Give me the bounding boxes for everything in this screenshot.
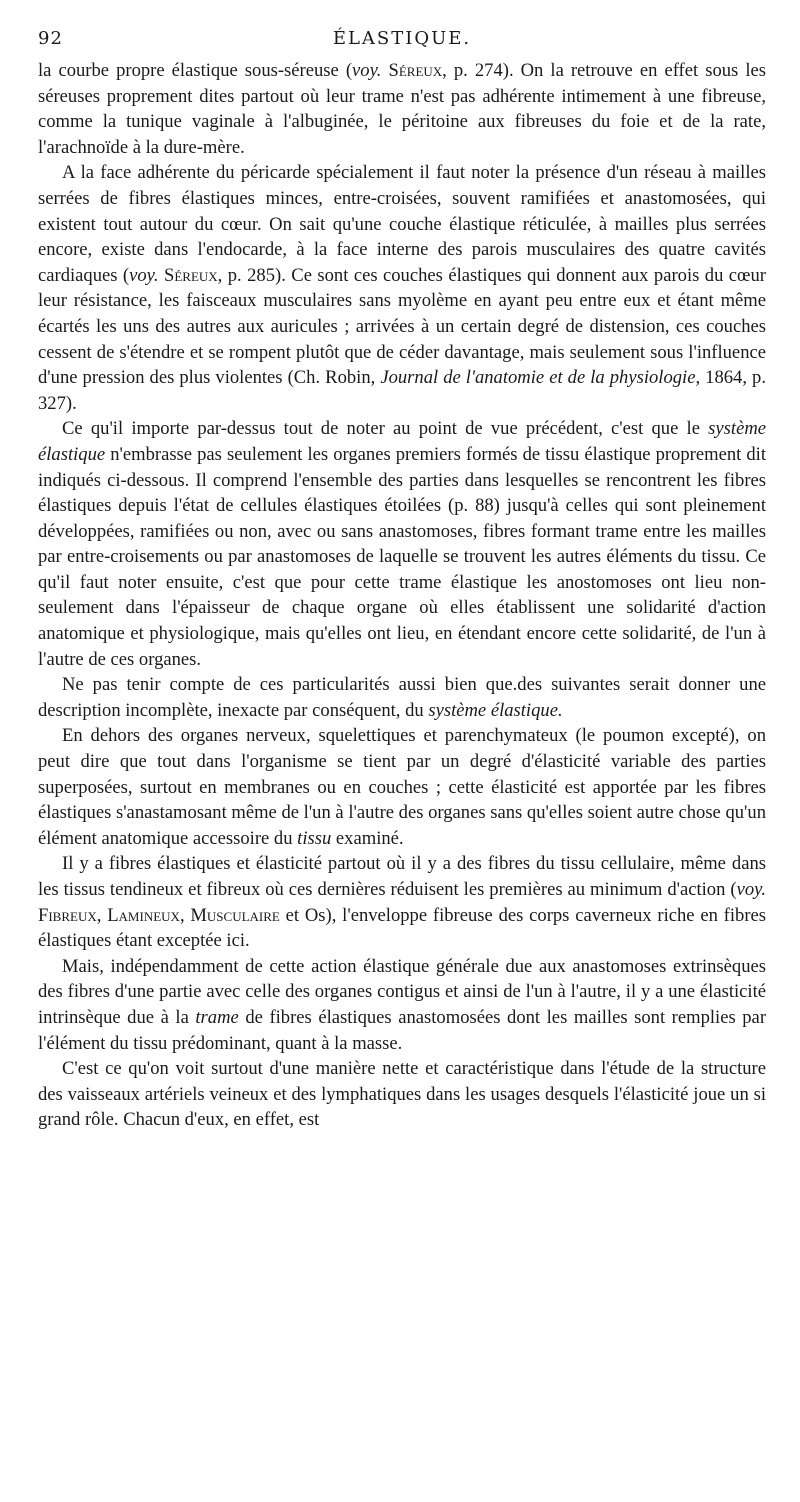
text-run: de fibres élastiques anastomosées dont les mailles sont remplies par l'élément du tissu prédominant, quant à la masse. <box>38 1006 767 1054</box>
italic-text: tissu <box>297 827 332 849</box>
body-text <box>38 58 766 1133</box>
text-run: Ce qu'il importe par-dessus tout de noter au point de vue précédent, c'est que le <box>62 418 709 440</box>
italic-text: Journal de l'anatomie et de la physiologie, <box>380 367 701 389</box>
text-run: Ne pas tenir compte de ces particularités aussi bien que.des suivantes serait donner une description incomplète, inexacte par conséquent, du <box>38 674 766 721</box>
small-caps-text: Séreux <box>164 264 218 286</box>
running-title: ÉLASTIQUE. <box>332 28 472 49</box>
paragraph <box>38 1056 766 1133</box>
italic-text: voy. <box>352 60 382 81</box>
text-run: A la face adhérente du péricarde spécialement il faut noter la présence d'un réseau à mailles serrées de fibres élastiques minces, entre-croisées, souvent ramifiées et anastomosées, qui existent tout autour du cœur. On sait qu'une couche élastique réticulée, à mailles plus serrées encore, existe dans l'endocarde, à la face interne des parois musculaires des quatre cavités cardiaques ( <box>38 162 766 286</box>
small-caps-text: Musculaire <box>190 904 280 926</box>
italic-text: système élastique <box>38 418 766 465</box>
italic-text: trame <box>195 1006 239 1028</box>
book-page <box>38 28 766 1133</box>
paragraph <box>38 416 766 672</box>
page-header <box>38 28 766 58</box>
text-run: En dehors des organes nerveux, squelettiques et parenchymateux (le poumon excepté), on peut dire que tout dans l'organisme se tient par un degré d'élasticité variable des parties superposées, surtout en membranes ou en couches ; cette élasticité est apportée par les fibres élastiques s'anastamosant même de l'un à l'autre des organes sans qu'elles soient autre chose qu'un élément anatomique accessoire du <box>38 725 766 849</box>
text-run: Mais, indépendamment de cette action élastique générale due aux anastomoses extrinsèques des fibres d'une partie avec celle des organes contigus et ainsi de l'un à l'autre, il y a une élasticité intrinsèque due à la <box>38 955 766 1028</box>
italic-text: voy. <box>129 264 159 286</box>
text-run <box>381 60 388 81</box>
italic-text: système élastique. <box>428 699 563 721</box>
paragraph <box>38 954 766 1056</box>
text-run: la courbe propre élastique sous-séreuse ( <box>38 60 353 81</box>
text-run: , <box>96 904 108 926</box>
text-run: n'embrasse pas seulement les organes premiers formés de tissu élastique proprement dit indiqués ci-dessous. Il comprend l'ensemble des parties dans lesquelles se rencontrent les fibres élastiques depuis l'état de cellules élastiques étoilées (p. 88) jusqu'à celles qui sont pleinement développées, ramifiées ou non, avec ou sans anastomoses, fibres formant trame entre les mailles par entre-croisements ou par anastomoses de laquelle se trouvent les autres éléments du tissu. Ce qu'il faut noter ensuite, c'est que pour cette trame élastique les anostomoses ont lieu non-seulement dans l'épaisseur de chaque organe où elles établissent une solidarité d'action anatomique et physiologique, mais qu'elles ont lieu, en étendant encore cette solidarité, de l'un à l'autre de ces organes. <box>38 443 766 670</box>
text-run: examiné. <box>331 827 404 849</box>
paragraph <box>38 58 766 160</box>
text-run: Il y a fibres élastiques et élasticité partout où il y a des fibres du tissu cellulaire, même dans les tissus tendineux et fibreux où ces dernières réduisent les premières au minimum d'action ( <box>38 853 766 900</box>
small-caps-text: Fibreux <box>38 904 97 926</box>
text-run: , p. 274). On la retrouve en effet sous les séreuses proprement dites partout où leur trame n'est pas adhérente intimement à une fibreuse, comme la tunique vaginale à l'albuginée, le péritoine aux fibreuses du foie et de la rate, l'arachnoïde à la dure-mère. <box>38 60 766 158</box>
text-run: , <box>179 904 191 926</box>
text-run: , p. 285). Ce sont ces couches élastiques qui donnent aux parois du cœur leur résistance, les faisceaux musculaires sans myolème en ayant peu entre eux et étant même écartés les uns des autres aux auricules ; arrivées à un certain degré de distension, ces couches cessent de s'étendre et se rompent plutôt que de céder davantage, mais seulement sous l'influence d'une pression des plus violentes (Ch. Robin, <box>38 264 766 389</box>
small-caps-text: Lamineux <box>107 904 180 926</box>
paragraph <box>38 723 766 851</box>
small-caps-text: Séreux <box>388 60 443 81</box>
paragraph <box>38 160 766 416</box>
paragraph <box>38 672 766 723</box>
text-run: 1864, p. 327). <box>38 367 766 414</box>
paragraph <box>38 851 766 953</box>
text-run: C'est ce qu'on voit surtout d'une manière nette et caractéristique dans l'étude de la structure des vaisseaux artériels veineux et des lymphatiques dans les usages desquels l'élasticité joue un si grand rôle. Chacun d'eux, en effet, est <box>38 1058 766 1131</box>
text-run: et Os), l'enveloppe fibreuse des corps caverneux riche en fibres élastiques étant exceptée ici. <box>38 904 767 952</box>
italic-text: voy. <box>736 879 766 900</box>
page-number: 92 <box>38 28 63 49</box>
